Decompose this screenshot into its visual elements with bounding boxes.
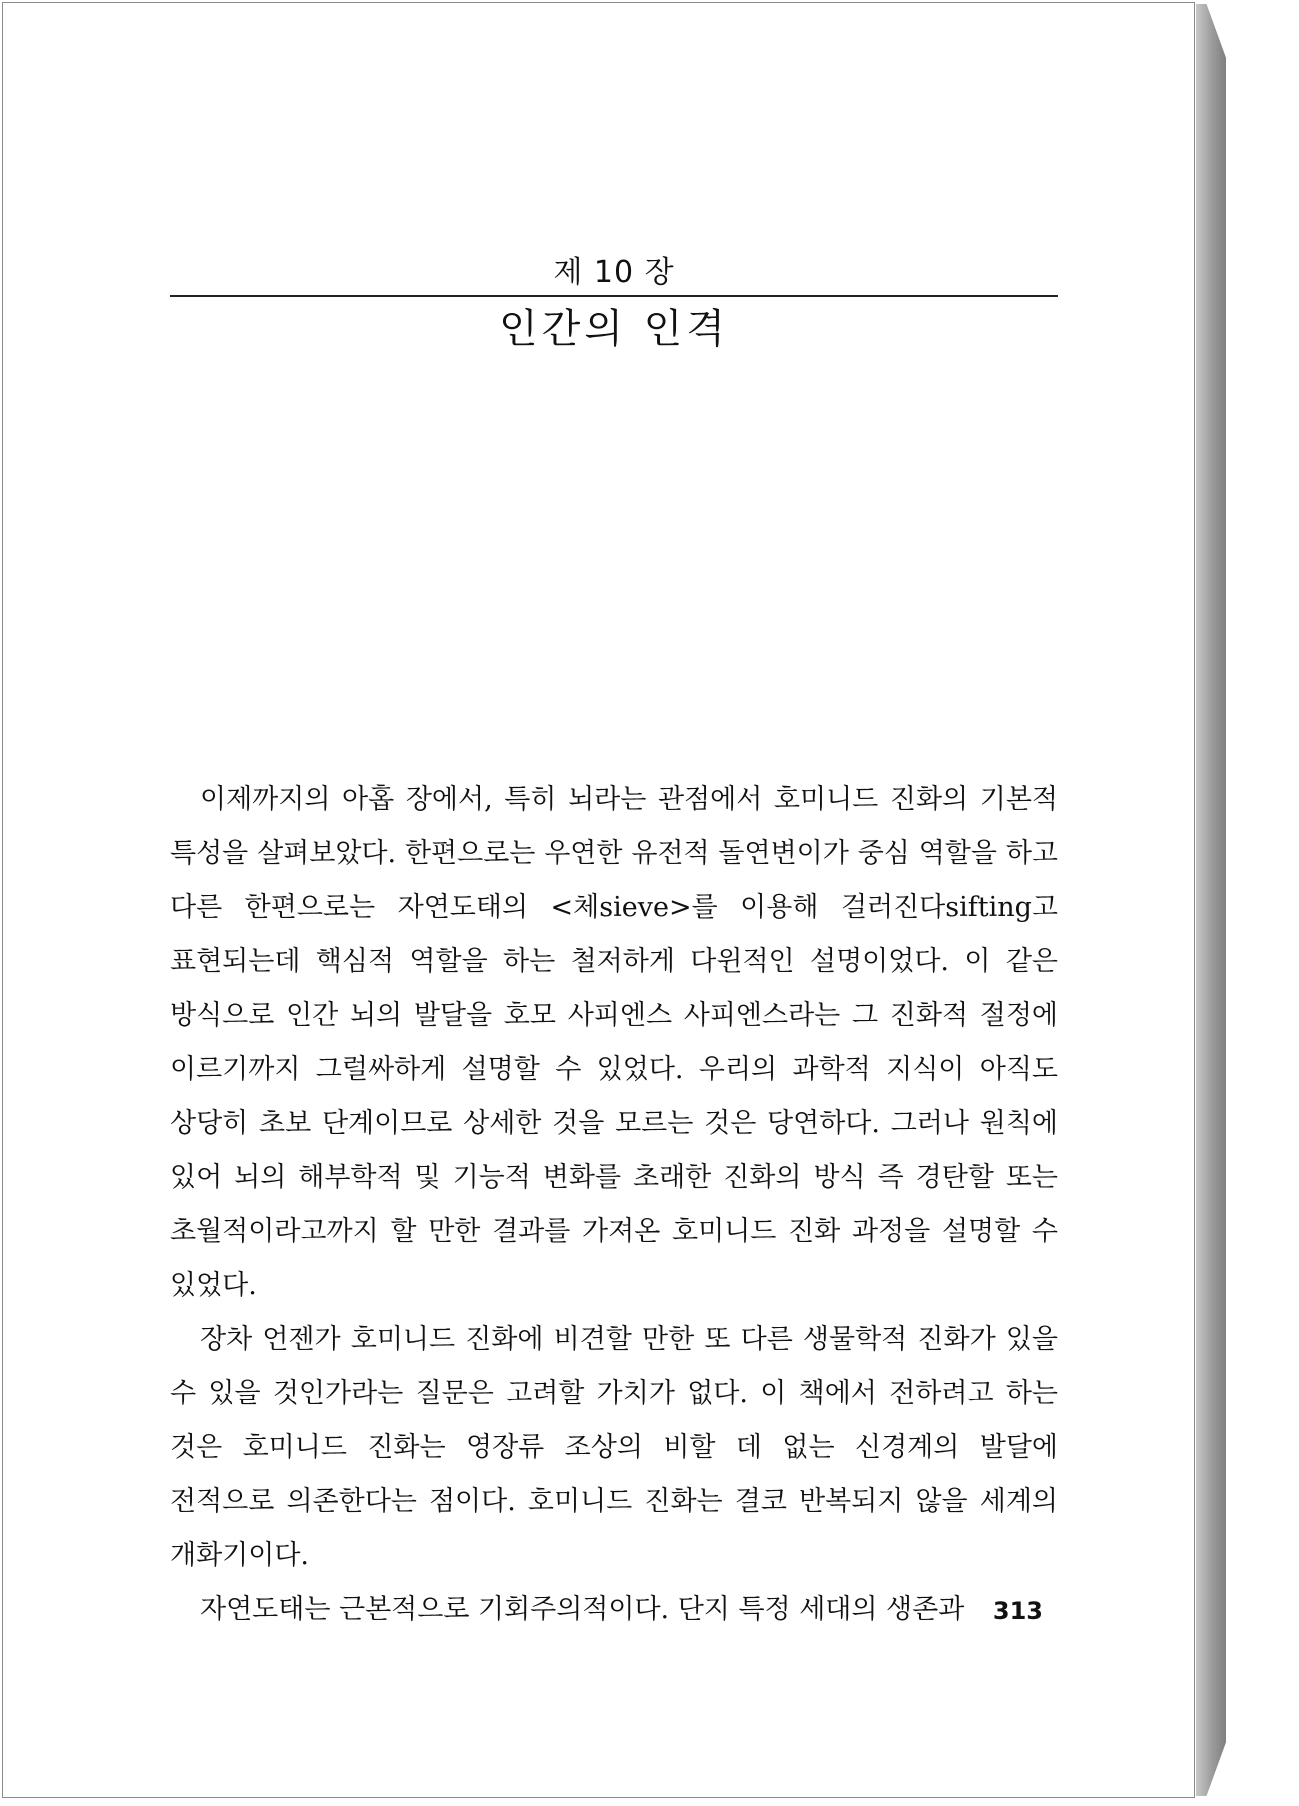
paragraph: 장차 언젠가 호미니드 진화에 비견할 만한 또 다른 생물학적 진화가 있을 수 있을 것인가라는 질문은 고려할 가치가 없다. 이 책에서 전하려고 하는 것은 호미니드 진화는 영장류 조상의 비할 데 없는 신경계의 발달에 전적으로 의존한다는 점이다. 호미니드 진화는 결코 반복되지 않을 세계의 개화기이다.	[170, 1324, 1058, 1571]
chapter-header	[170, 253, 1058, 357]
body-text	[170, 773, 1058, 1637]
chapter-number: 제 10 장	[553, 255, 675, 290]
book-page-edge	[1196, 4, 1226, 1796]
paragraph: 이제까지의 아홉 장에서, 특히 뇌라는 관점에서 호미니드 진화의 기본적 특성을 살펴보았다. 한편으로는 우연한 유전적 돌연변이가 중심 역할을 하고 다른 한편으로는 자연도태의 <체sieve>를 이용해 걸러진다sifting고 표현되는데 핵심적 역할을 하는 철저하게 다윈적인 설명이었다. 이 같은 방식으로 인간 뇌의 발달을 호모 사피엔스 사피엔스라는 그 진화적 절정에 이르기까지 그럴싸하게 설명할 수 있었다. 우리의 과학적 지식이 아직도 상당히 초보 단계이므로 상세한 것을 모르는 것은 당연하다. 그러나 원칙에 있어 뇌의 해부학적 및 기능적 변화를 초래한 진화의 방식 즉 경탄할 또는 초월적이라고까지 할 만한 결과를 가져온 호미니드 진화 과정을 설명할 수 있었다.	[170, 784, 1058, 1301]
chapter-divider	[170, 295, 1058, 297]
book-page	[2, 2, 1195, 1798]
chapter-title: 인간의 인격	[499, 306, 729, 352]
page-number: 313	[992, 1597, 1043, 1625]
paragraph: 자연도태는 근본적으로 기회주의적이다. 단지 특정 세대의 생존과	[200, 1594, 965, 1625]
